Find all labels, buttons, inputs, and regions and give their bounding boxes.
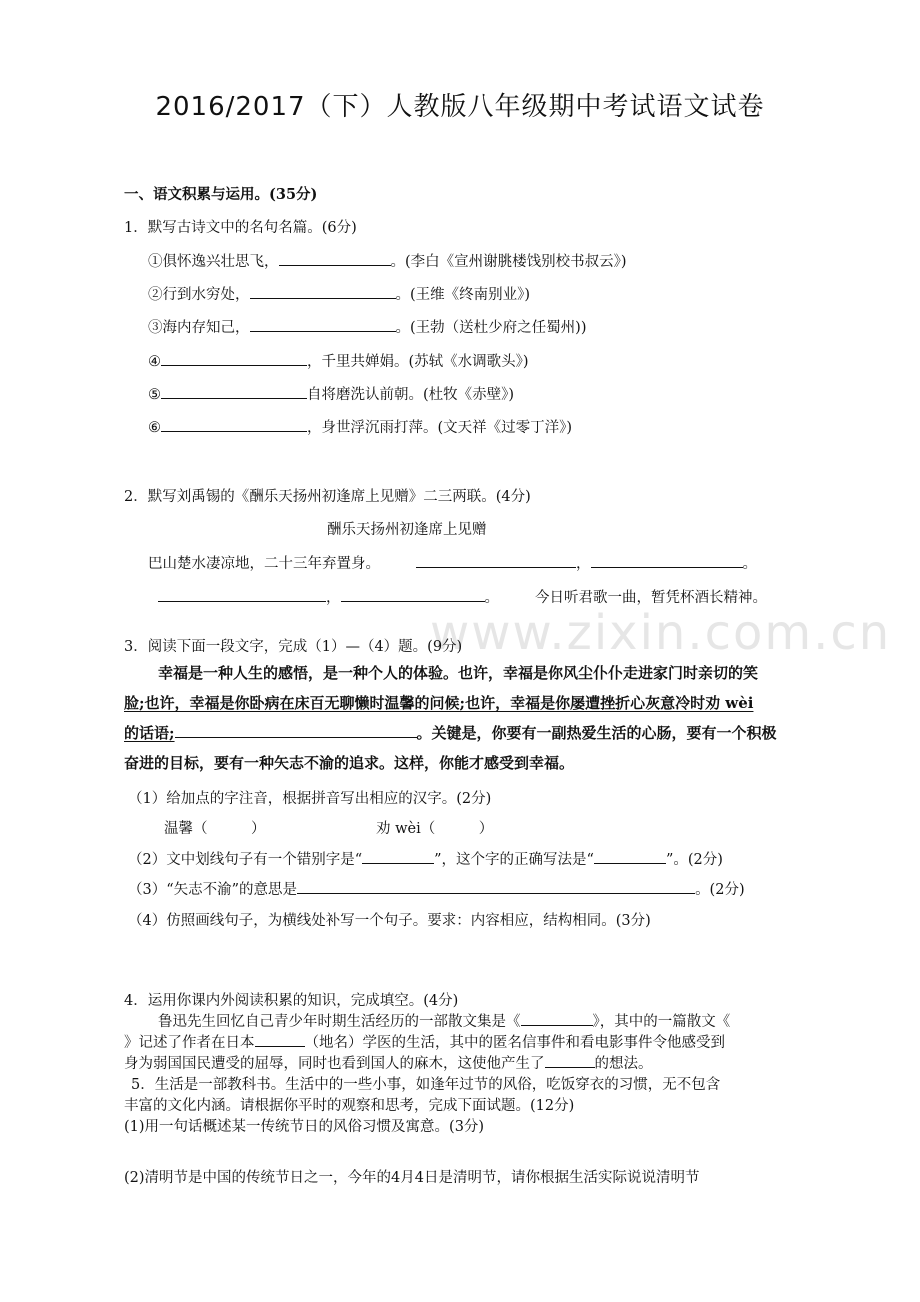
answer-blank[interactable]	[255, 1032, 305, 1047]
q1-line-1-post: 。(李白《宣州谢朓楼饯别校书叔云》)	[390, 254, 627, 270]
passage-line-4: 奋进的目标，要有一种矢志不渝的追求。这样，你能才感受到幸福。	[124, 754, 575, 772]
answer-blank[interactable]	[279, 251, 391, 266]
q3-sub-2-a: （2）文中划线句子有一个错别字是“	[128, 852, 363, 868]
answer-blank[interactable]	[594, 849, 666, 864]
q1-line-4	[148, 350, 529, 371]
q4-line-3-b: 的想法。	[594, 1056, 653, 1072]
q5-sub-1: (1)用一句话概述某一传统节日的风俗习惯及寓意。(3分)	[124, 1119, 485, 1135]
q1-line-2	[148, 283, 530, 304]
q3-sub-1-a: 温馨（ ）	[164, 821, 266, 837]
q3-sub-4: （4）仿照画线句子，为横线处补写一个句子。要求：内容相应，结构相同。(3分)	[128, 913, 651, 929]
answer-blank[interactable]	[161, 417, 307, 432]
poem-line-1	[148, 552, 757, 573]
q1-line-4-post: ，千里共婵娟。(苏轼《水调歌头》)	[307, 354, 529, 370]
q4-line-3	[124, 1052, 653, 1073]
q3-sub-1-b: 劝 wèi（ ）	[376, 821, 494, 837]
question-5-heading-line-2: 丰富的文化内涵。请根据你平时的观察和思考，完成下面试题。(12分)	[124, 1098, 575, 1114]
passage-line-3	[124, 722, 777, 743]
q4-line-1	[158, 1010, 730, 1031]
poem-line-2-end: 今日听君歌一曲，暂凭杯酒长精神。	[535, 590, 767, 606]
passage-line-1: 幸福是一种人生的感悟，是一种个人的体验。也许，幸福是你风尘仆仆走进家门时亲切的笑	[158, 664, 759, 682]
answer-blank[interactable]	[341, 587, 485, 602]
poem-line-2	[158, 586, 767, 607]
q1-line-6-post: ，身世浮沉雨打萍。(文天祥《过零丁洋》)	[307, 420, 573, 436]
q4-line-2	[124, 1031, 725, 1052]
q5-sub-2: (2)清明节是中国的传统节日之一，今年的4月4日是清明节，请你根据生活实际说说清明节	[124, 1170, 700, 1186]
answer-blank[interactable]	[161, 384, 307, 399]
poem-comma: ，	[576, 556, 591, 572]
answer-blank[interactable]	[250, 284, 396, 299]
answer-blank[interactable]	[545, 1053, 595, 1068]
answer-blank[interactable]	[362, 849, 434, 864]
answer-blank[interactable]	[158, 587, 326, 602]
q3-sub-3-b: 。(2分)	[695, 882, 745, 898]
q4-line-2-a: 》记述了作者在日本	[124, 1035, 255, 1051]
q3-sub-1: （1）给加点的字注音，根据拼音写出相应的汉字。(2分)	[128, 791, 492, 807]
q1-line-3	[148, 316, 586, 337]
q1-line-6	[148, 416, 572, 437]
poem-line-1-text: 巴山楚水凄凉地，二十三年弃置身。	[148, 556, 380, 572]
poem-period: 。	[742, 556, 757, 572]
q3-sub-2	[128, 848, 723, 869]
q1-line-3-post: 。(王勃（送杜少府之任蜀州))	[395, 320, 587, 336]
answer-blank[interactable]	[175, 723, 417, 738]
section-heading: 一、语文积累与运用。(35分)	[124, 186, 318, 203]
q1-line-5-pre: ⑤	[148, 387, 161, 403]
answer-blank[interactable]	[250, 317, 396, 332]
passage-line-3-start: 的话语;	[124, 724, 175, 742]
question-2-heading: 2．默写刘禹锡的《酬乐天扬州初逢席上见赠》二三两联。(4分)	[124, 489, 531, 505]
q3-sub-3-a: （3）“矢志不渝”的意思是	[128, 882, 298, 898]
q1-line-4-pre: ④	[148, 354, 161, 370]
answer-blank[interactable]	[521, 1011, 593, 1026]
poem-period: 。	[484, 590, 499, 606]
q4-line-3-a: 身为弱国国民遭受的屈辱，同时也看到国人的麻木，这使他产生了	[124, 1056, 545, 1072]
q4-line-1-b: 》，其中的一篇散文《	[592, 1014, 731, 1030]
passage-line-3-end: 。关键是，你要有一副热爱生活的心肠，要有一个积极	[416, 724, 777, 742]
q3-sub-2-b: ”，这个字的正确写法是“	[434, 852, 594, 868]
question-1-heading: 1．默写古诗文中的名句名篇。(6分)	[124, 220, 357, 236]
q1-line-1	[148, 250, 627, 271]
q1-line-6-pre: ⑥	[148, 420, 161, 436]
poem-title: 酬乐天扬州初逢席上见赠	[327, 522, 487, 538]
question-3-heading: 3．阅读下面一段文字，完成（1）—（4）题。(9分)	[124, 639, 463, 655]
answer-blank[interactable]	[161, 351, 307, 366]
question-5-heading-line-1: 5．生活是一部教科书。生活中的一些小事，如逢年过节的风俗，吃饭穿衣的习惯，无不包含	[131, 1077, 721, 1093]
q1-line-1-pre: ①俱怀逸兴壮思飞，	[148, 254, 279, 270]
q1-line-5	[148, 383, 514, 404]
poem-comma: ，	[326, 590, 341, 606]
answer-blank[interactable]	[297, 879, 695, 894]
answer-blank[interactable]	[591, 553, 743, 568]
q1-line-2-post: 。(王维《终南别业》)	[395, 287, 531, 303]
q4-line-2-b: （地名）学医的生活，其中的匿名信事件和看电影事件令他感受到	[304, 1035, 725, 1051]
answer-blank[interactable]	[416, 553, 576, 568]
q1-line-3-pre: ③海内存知己，	[148, 320, 250, 336]
page-title: 2016/2017（下）人教版八年级期中考试语文试卷	[155, 92, 765, 122]
q1-line-2-pre: ②行到水穷处，	[148, 287, 250, 303]
passage-line-2-underlined: 脸;也许，幸福是你卧病在床百无聊懒时温馨的问候;也许，幸福是你屡遭挫折心灰意冷时劝 wèi	[124, 694, 754, 712]
q4-line-1-a: 鲁迅先生回忆自己青少年时期生活经历的一部散文集是《	[158, 1014, 521, 1030]
question-4-heading: 4．运用你课内外阅读积累的知识，完成填空。(4分)	[124, 993, 459, 1009]
q3-sub-2-c: ”。(2分)	[665, 852, 723, 868]
q1-line-5-post: 自将磨洗认前朝。(杜牧《赤壁》)	[307, 387, 515, 403]
watermark: www.zixin.com.cn	[430, 605, 892, 661]
q3-sub-3	[128, 878, 745, 899]
